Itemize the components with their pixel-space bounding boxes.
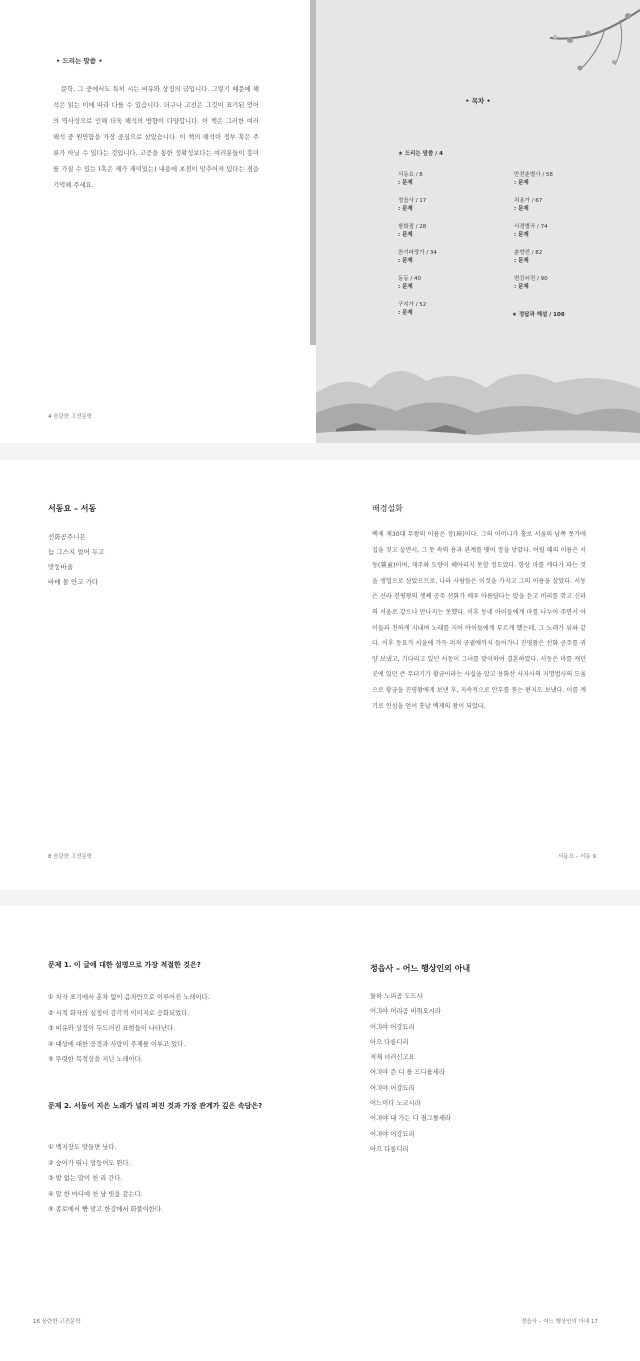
poem-line: 늠 그스지 얼어 두고 <box>48 548 105 556</box>
questions-page <box>0 906 320 1361</box>
question-1: 문제 1. 이 글에 대한 설명으로 가장 적절한 것은? <box>48 961 201 969</box>
question-2: 문제 2. 서동이 지은 노래가 널리 퍼진 것과 가장 관계가 깊은 속담은? <box>48 1102 263 1110</box>
section-title: 배경설화 <box>372 504 403 513</box>
poem-line: 어긔야 어강됴리 <box>370 1023 415 1031</box>
page-footer: 8 음란한 고전문학 <box>48 854 93 860</box>
toc-item[interactable]: 찬기파랑가 / 34 : 문제 <box>398 250 437 264</box>
toc-answer[interactable]: ★ 정답과 해설 / 108 <box>512 312 565 318</box>
poem-body <box>370 989 451 1157</box>
preface-body: 문학, 그 중에서도 특히 시는 비유와 상징의 급입니다. 그렇기 때문에 해석은 읽는 이에 따라 다를 수 있습니다. 더구나 고전은 그것이 표기된 언어의 역사성으로 인해 더욱 해석의 방향이 다양합니다. 이 책은 그러한 여러 해석 중 원만함을 가장 중심으로 삼았습니다. 이 책의 해석이 정부 혹은 주류가 아닐 수 있다는 것입니다. 고증을 통한 정확성보다는 여러분들이 흥미를 가질 수 있는 (혹은 제가 재미있는) 내용에 초점이 맞추어져 있다는 점을 기억해 주세요. <box>53 86 259 189</box>
toc-item[interactable]: 만전춘별사 / 58 : 문제 <box>514 172 553 186</box>
poem-line: 어긔야 즌 디 를 드디욜세라 <box>370 1069 445 1077</box>
toc-item[interactable]: 처용가 / 67 : 문제 <box>514 198 543 212</box>
poem-line: 어느이다 노코시라 <box>370 1100 421 1108</box>
poem-line: 맛둥바올 <box>48 563 74 571</box>
mountain-landscape-illustration <box>316 333 640 443</box>
table-of-contents-page <box>316 0 640 443</box>
toc-right-column <box>514 171 553 301</box>
poem-line: 어긔야 어강됴리 <box>370 1084 415 1092</box>
question-1-options <box>48 990 210 1068</box>
page-footer: 서동요 – 서동 9 <box>557 854 596 860</box>
toc-item[interactable]: 동동 / 40 : 문제 <box>398 276 421 290</box>
page-footer: 정읍사 – 어느 행상인의 아내 17 <box>521 1319 598 1325</box>
seodongyo-poem-page <box>0 460 320 890</box>
plum-blossom-illustration <box>510 0 640 90</box>
toc-preface: ★ 드리는 말씀 / 4 <box>398 151 443 157</box>
toc-left-column <box>398 171 437 327</box>
answer-option[interactable]: ④ 말 한 마디에 천 냥 빚을 갚는다. <box>48 1190 143 1198</box>
answer-option[interactable]: ② 숭어가 뛰니 망둥어도 뛴다. <box>48 1159 131 1167</box>
toc-item[interactable]: 춘향전 / 82 : 문제 <box>514 250 543 264</box>
poem-title: 정읍사 – 어느 행상인의 아내 <box>370 964 471 973</box>
jeongeupsa-poem-page <box>320 906 640 1361</box>
story-body: 백제 제30대 무왕의 이름은 장(璋)이다. 그의 어머니가 홀로 서울의 남쪽 못가에 집을 짓고 살면서, 그 못 속의 용과 관계를 맺어 장을 낳았다. 어릴 때의 이름은 서동(薯童)이며, 재주와 도량이 헤아리지 못할 정도였다. 항상 마를 캐다가 파는 것을 생업으로 삼았으므로, 나라 사람들은 이것을 가지고 그의 이름을 삼았다. 서동은 신라 진평왕의 셋째 공주 선화가 매우 아름답다는 말을 듣고 머리를 깎고 신라의 서울로 갔으나 만나지는 못했다. 이후 동네 아이들에게 마를 나누어 주면서 아이들과 친하게 지내며 노래를 지어 아이들에게 부르게 했는데, 그 노래가 위와 같다. 이후 동요가 서울에 가득 퍼져 궁궐에까지 들어가니 진평왕은 선화 공주를 귀양 보냈고, 기다리고 있던 서동이 그녀를 맞이하여 결혼하였다. 서동은 마를 캐던 곳에 있던 큰 무더기가 황금이라는 사실을 알고 용화산 사자사의 지명법사의 도움으로 황금을 진평왕에게 보낸 후, 지속적으로 안부를 묻는 편지도 보냈다. 이를 계기로 인심을 얻어 훗날 백제의 왕이 되었다. <box>372 531 586 710</box>
preface-header: • 드리는 말씀 • <box>56 57 103 65</box>
poem-line: 어긔야 내 가는 디 졈그룰세라 <box>370 1115 451 1123</box>
poem-title: 서동요 – 서동 <box>48 504 97 513</box>
poem-line: 어긔야 머리곰 비취오시라 <box>370 1008 441 1016</box>
toc-item[interactable]: 변강쇠전 / 90 : 문제 <box>514 276 548 290</box>
toc-item[interactable]: 정읍사 / 17 : 문제 <box>398 198 427 212</box>
page-footer: 16 음란한 고전문학 <box>33 1319 81 1325</box>
toc-item[interactable]: 구지가 / 52 : 문제 <box>398 302 427 316</box>
answer-option[interactable]: ② 시적 화자의 심정이 감각적 이미지로 승화되었다. <box>48 1009 190 1017</box>
page-footer: 4 음란한 고전문학 <box>48 414 93 420</box>
poem-line: 어긔야 어강됴리 <box>370 1130 415 1138</box>
toc-item[interactable]: 서동요 / 8 : 문제 <box>398 172 423 186</box>
poem-line: 바매 몰 안고 가다 <box>48 578 99 586</box>
poem-line: 져재 녀러신고요 <box>370 1054 415 1062</box>
poem-line: 아으 다롱디리 <box>370 1038 409 1046</box>
answer-option[interactable]: ③ 비유와 상징이 두드러진 표현들이 나타난다. <box>48 1025 176 1032</box>
toc-title: • 목차 • <box>465 97 491 105</box>
answer-option[interactable]: ① 차자 표기에서 훈차 없이 음차만으로 이루어진 노래이다. <box>48 994 210 1001</box>
poem-line: 아으 다롱디리 <box>370 1145 409 1153</box>
toc-item[interactable]: 쌍화점 / 28 : 문제 <box>398 224 427 238</box>
answer-option[interactable]: ④ 대상에 대한 공경과 사랑이 주제를 이루고 있다. <box>48 1040 186 1048</box>
poem-body <box>48 530 104 590</box>
question-2-options <box>48 1140 163 1218</box>
answer-option[interactable]: ③ 발 없는 말이 천 리 간다. <box>48 1175 123 1182</box>
toc-item[interactable]: 서경별곡 / 74 : 문제 <box>514 224 548 238</box>
preface-page <box>0 0 316 443</box>
background-story-page <box>320 460 640 890</box>
poem-line: 선화공주니믄 <box>48 533 86 541</box>
answer-option[interactable]: ① 백지장도 맞들면 낫다. <box>48 1144 117 1151</box>
poem-line: 둘하 노피곰 도드샤 <box>370 993 423 1000</box>
answer-option[interactable]: ⑤ 뚜렷한 목적성을 지닌 노래이다. <box>48 1056 143 1063</box>
answer-option[interactable]: ⑤ 종로에서 뺨 맞고 한강에서 화풀이한다. <box>48 1206 163 1213</box>
